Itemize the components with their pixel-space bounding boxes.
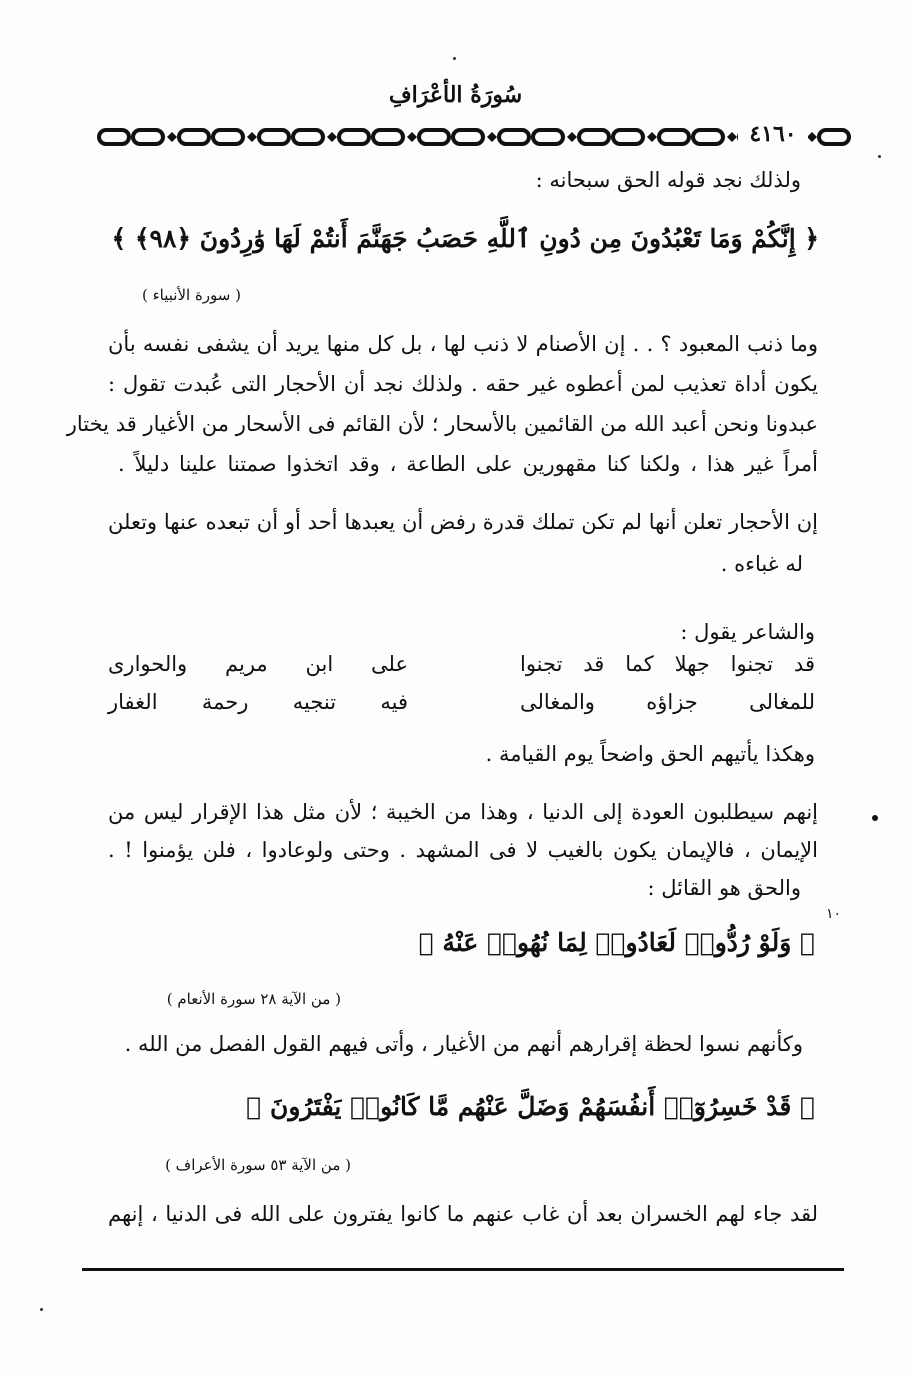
verse-reference-1: ( سورة الأنبياء ) [141, 286, 241, 304]
paragraph-2-line-2: له غباءه . [720, 552, 803, 576]
chain-diamond [407, 132, 417, 142]
margin-bullet [872, 815, 878, 821]
chain-link [99, 130, 129, 144]
chain-diamond [647, 132, 657, 142]
chain-diamond [167, 132, 177, 142]
paragraph-4-line-2: الإيمان ، فالإيمان يكون بالغيب لا فى المشهد . وحتى ولوعادوا ، فلن يؤمنوا ! . [108, 838, 818, 862]
chain-link [339, 130, 369, 144]
chain-link [213, 130, 243, 144]
margin-number: ١٠ [826, 906, 842, 922]
paragraph-4-line-3: والحق هو القائل : [647, 876, 801, 900]
paragraph-3: وهكذا يأتيهم الحق واضحاً يوم القيامة . [485, 742, 815, 766]
chain-link [819, 130, 849, 144]
paragraph-5: وكأنهم نسوا لحظة إقرارهم أنهم من الأغيار ، وأتى فيهم القول الفصل من الله . [124, 1032, 803, 1056]
quran-verse-2: ﴿ وَلَوْ رُدُّوا۟ لَعَادُوا۟ لِمَا نُهُوا۟ عَنْهُ ﴾ [418, 928, 815, 957]
chain-link [693, 130, 723, 144]
chain-link [259, 130, 289, 144]
chain-link [419, 130, 449, 144]
paragraph-1-line-1: وما ذنب المعبود ؟ . . إن الأصنام لا ذنب لها ، بل كل منها يريد أن يشفى نفسه بأن [108, 332, 818, 356]
chain-diamond [807, 132, 817, 142]
intro-text: ولذلك نجد قوله الحق سبحانه : [535, 168, 801, 192]
paragraph-1-line-2: يكون أداة تعذيب لمن أعطوه غير حقه . ولذلك نجد أن الأحجار التى عُبدت تقول : [108, 372, 818, 396]
verse-reference-2: ( من الآية ٢٨ سورة الأنعام ) [166, 990, 341, 1008]
poem-line-2-first-hemistich: للمغالى جزاؤه والمغالى [520, 690, 815, 714]
chain-link [373, 130, 403, 144]
quran-verse-1: ﴿ إِنَّكُمْ وَمَا تَعْبُدُونَ مِن دُونِ ٱللَّهِ حَصَبُ جَهَنَّمَ أَنتُمْ لَهَا وَٰرِدُونَ ﴿٩٨﴾ ﴾ [111, 224, 819, 253]
scan-speck [878, 155, 881, 158]
chain-link [293, 130, 323, 144]
chain-link [579, 130, 609, 144]
scan-speck [40, 1308, 43, 1311]
chain-link [133, 130, 163, 144]
chain-diamond [487, 132, 497, 142]
surah-title: سُورَةُ الأعْرَافِ [388, 82, 523, 108]
verse-reference-3: ( من الآية ٥٣ سورة الأعراف ) [165, 1156, 351, 1174]
chain-link [179, 130, 209, 144]
paragraph-6: لقد جاء لهم الخسران بعد أن غاب عنهم ما كانوا يفترون على الله فى الدنيا ، إنهم [108, 1202, 818, 1226]
chain-link [533, 130, 563, 144]
poet-intro: والشاعر يقول : [680, 620, 815, 644]
chain-link [499, 130, 529, 144]
chain-diamond [327, 132, 337, 142]
poem-line-2-second-hemistich: فيه تنجيه رحمة الغفار [108, 690, 408, 714]
chain-link [613, 130, 643, 144]
scan-speck [453, 57, 456, 60]
chain-link [453, 130, 483, 144]
paragraph-1-line-3: عبدونا ونحن أعبد الله من القائمين بالأسحار ؛ لأن القائم فى الأسحار من الأغيار قد يختار [66, 412, 818, 436]
paragraph-1-line-4: أمراً غير هذا ، ولكنا كنا مقهورين على الطاعة ، وقد اتخذوا صمتنا علينا دليلاً . [118, 452, 818, 476]
chain-diamond [247, 132, 257, 142]
paragraph-2-line-1: إن الأحجار تعلن أنها لم تكن تملك قدرة رفض أن يعبدها أحد أو أن تبعده عنها وتعلن [108, 510, 818, 534]
page-number: ٤١٦٠ [738, 121, 808, 149]
paragraph-4-line-1: إنهم سيطلبون العودة إلى الدنيا ، وهذا من الخيبة ؛ لأن مثل هذا الإقرار ليس من [108, 800, 818, 824]
chain-diamond [567, 132, 577, 142]
chain-link [659, 130, 689, 144]
poem-line-1-second-hemistich: على ابن مريم والحوارى [108, 652, 408, 676]
footer-rule [82, 1268, 844, 1271]
chain-diamond [727, 132, 737, 142]
poem-line-1-first-hemistich: قد تجنوا جهلا كما قد تجنوا [520, 652, 815, 676]
quran-verse-3: ﴿ قَدْ خَسِرُوٓا۟ أَنفُسَهُمْ وَضَلَّ عَنْهُم مَّا كَانُوا۟ يَفْتَرُونَ ﴾ [246, 1092, 815, 1121]
